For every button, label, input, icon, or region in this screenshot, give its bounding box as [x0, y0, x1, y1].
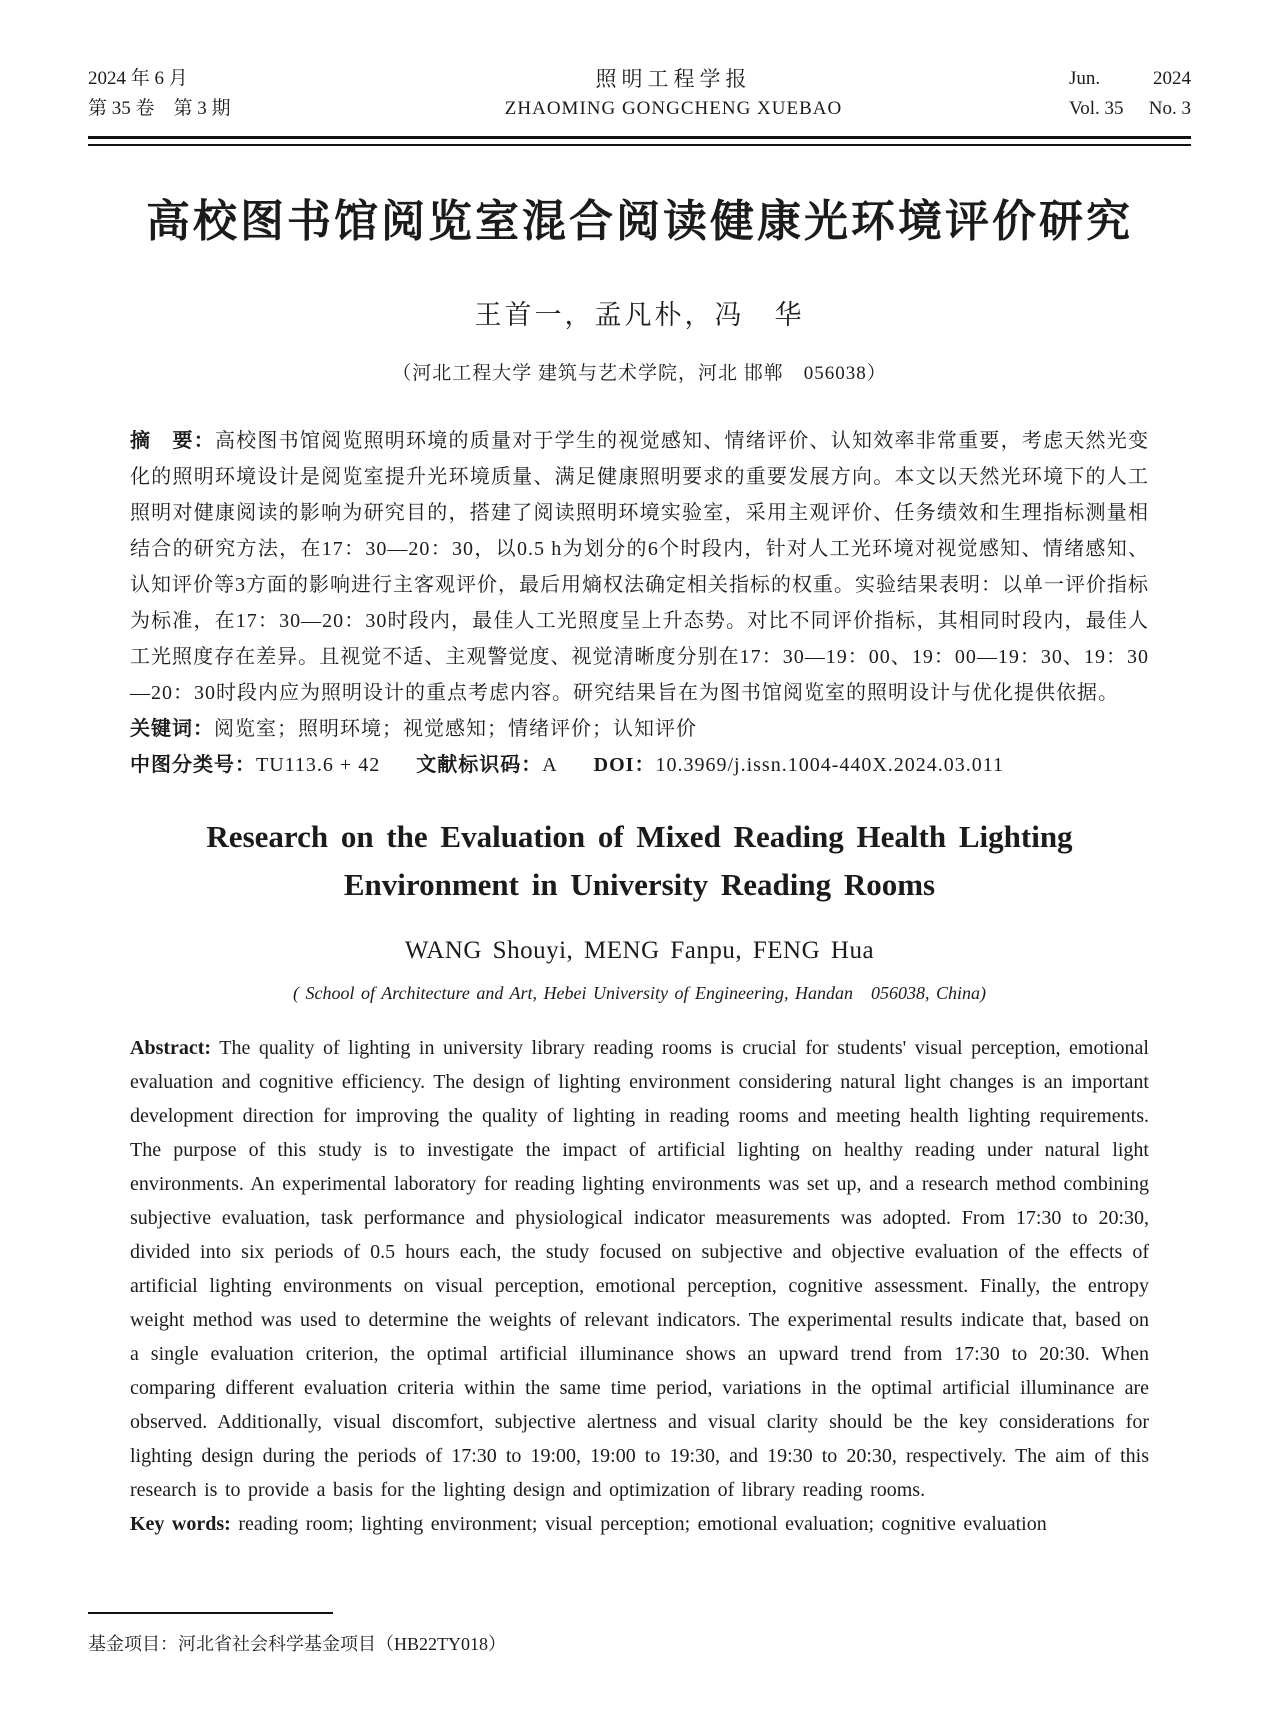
journal-running-head [88, 64, 1191, 124]
header-month-year [1069, 64, 1191, 94]
header-year-en: 2024 [1153, 68, 1191, 89]
classification-line [130, 747, 1149, 783]
affiliation-cn: （河北工程大学 建筑与艺术学院，河北 邯郸 056038） [392, 362, 887, 384]
doi-label: DOI： [593, 753, 656, 776]
clc-label: 中图分类号： [130, 753, 256, 776]
clc-value: TU113.6 + 42 [256, 753, 381, 776]
authors-en: WANG Shouyi, MENG Fanpu, FENG Hua [404, 936, 875, 964]
keywords-en-text: reading room; lighting environment; visual perception; emotional evaluation; cognitive evaluation [238, 1512, 1047, 1535]
header-month-en: Jun. [1069, 68, 1101, 89]
keywords-en-label: Key words: [130, 1512, 231, 1535]
header-number-en: No. 3 [1148, 98, 1191, 119]
article-title-en [88, 813, 1191, 909]
abstract-cn-label: 摘 要： [130, 429, 215, 452]
doc-code-label: 文献标识码： [416, 753, 543, 776]
header-issue-cn: 第 35 卷 第 3 期 [88, 98, 231, 119]
footnote-label: 基金项目： [88, 1634, 178, 1654]
abstract-en-label: Abstract: [130, 1036, 212, 1059]
header-vol-no [1069, 94, 1191, 124]
footnote-line [88, 1630, 506, 1656]
header-volume-en: Vol. 35 [1069, 98, 1124, 119]
english-abstract-section [130, 1031, 1149, 1541]
header-right [1069, 64, 1191, 124]
keywords-cn-line [130, 711, 1149, 747]
article-title-cn: 高校图书馆阅览室混合阅读健康光环境评价研究 [146, 197, 1133, 246]
footnote-text: 河北省社会科学基金项目（HB22TY018） [178, 1634, 506, 1654]
article-title-en-line2: Environment in University Reading Rooms [343, 866, 936, 902]
chinese-abstract-section [130, 423, 1149, 783]
funding-footnote [88, 1612, 506, 1656]
header-date-cn: 2024 年 6 月 [88, 68, 188, 89]
journal-name-pinyin: ZHAOMING GONGCHENG XUEBAO [504, 98, 843, 119]
keywords-cn-label: 关键词： [130, 717, 214, 740]
doc-code-value: A [542, 753, 558, 776]
abstract-en-text: The quality of lighting in university library reading rooms is crucial for students' visual perception, emotional evaluation and cognitive efficiency. The design of lighting environment considering natural light changes is an important development direction for improving the quality of lighting in reading rooms and meeting health lighting requirements. The purpose of this study is to investigate the impact of artificial lighting on healthy reading under natural light environments. An experimental laboratory for reading lighting environments was set up, and a research method combining subjective evaluation, task performance and physiological indicator measurements was adopted. From 17:30 to 20:30, divided into six periods of 0.5 hours each, the study focused on subjective and objective evaluation of the effects of artificial lighting environments on visual perception, emotional perception, cognitive assessment. Finally, the entropy weight method was used to determine the weights of relevant indicators. The experimental results indicate that, based on a single evaluation criterion, the optimal artificial illuminance shows an upward trend from 17:30 to 20:30. When comparing different evaluation criteria within the same time period, variations in the optimal artificial illuminance are observed. Additionally, visual discomfort, subjective alertness and visual clarity should be the key considerations for lighting design during the periods of 17:30 to 19:00, 19:00 to 19:30, and 19:30 to 20:30, respectively. The aim of this research is to provide a basis for the lighting design and optimization of library reading rooms. [130, 1036, 1149, 1501]
authors-cn: 王首一，孟凡朴，冯 华 [474, 299, 805, 330]
abstract-cn-paragraph [130, 423, 1149, 711]
footnote-divider-rule [88, 1612, 333, 1614]
affiliation-en: ( School of Architecture and Art, Hebei University of Engineering, Handan 056038, China) [293, 982, 986, 1003]
header-left [88, 64, 278, 124]
keywords-en-line [130, 1507, 1149, 1541]
doi-value: 10.3969/j.issn.1004-440X.2024.03.011 [655, 753, 1005, 776]
abstract-en-paragraph [130, 1031, 1149, 1507]
article-title-en-line1: Research on the Evaluation of Mixed Reading Health Lighting [206, 818, 1073, 854]
abstract-cn-text: 高校图书馆阅览照明环境的质量对于学生的视觉感知、情绪评价、认知效率非常重要，考虑天然光变化的照明环境设计是阅览室提升光环境质量、满足健康照明要求的重要发展方向。本文以天然光环境下的人工照明对健康阅读的影响为研究目的，搭建了阅读照明环境实验室，采用主观评价、任务绩效和生理指标测量相结合的研究方法，在17：30—20：30，以0.5 h为划分的6个时段内，针对人工光环境对视觉感知、情绪感知、认知评价等3方面的影响进行主客观评价，最后用熵权法确定相关指标的权重。实验结果表明：以单一评价指标为标准，在17：30—20：30时段内，最佳人工光照度呈上升态势。对比不同评价指标，其相同时段内，最佳人工光照度存在差异。且视觉不适、主观警觉度、视觉清晰度分别在17：30—19：00、19：00—19：30、19：30—20：30时段内应为照明设计的重点考虑内容。研究结果旨在为图书馆阅览室的照明设计与优化提供依据。 [130, 429, 1150, 704]
header-divider-rule [88, 136, 1191, 146]
keywords-cn-text: 阅览室；照明环境；视觉感知；情绪评价；认知评价 [214, 717, 697, 740]
header-center [505, 64, 842, 124]
journal-name-cn: 照明工程学报 [595, 67, 752, 91]
